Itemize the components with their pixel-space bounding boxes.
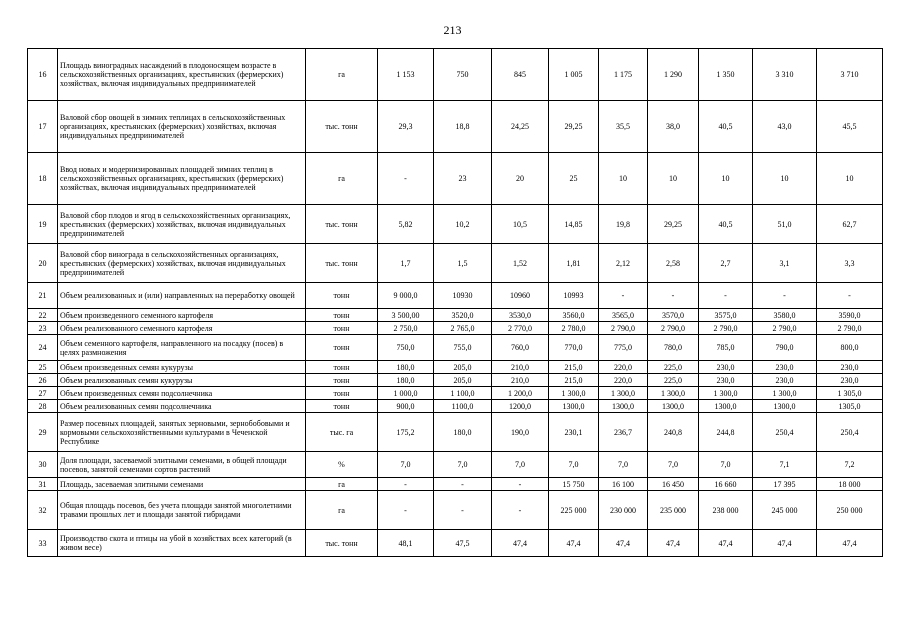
indicator-name: Валовой сбор винограда в сельскохозяйственных организациях, крестьянских (фермерских) хозяйствах, включая индивидуальных предпринимателей <box>58 244 306 283</box>
value-cell: - <box>648 283 699 309</box>
value-cell: 2 790,0 <box>699 322 753 335</box>
value-cell: 790,0 <box>753 335 817 361</box>
value-cell: 236,7 <box>599 413 648 452</box>
value-cell: 7,0 <box>549 452 599 478</box>
value-cell: 230,0 <box>817 361 883 374</box>
value-cell: 1,81 <box>549 244 599 283</box>
value-cell: 7,0 <box>434 452 492 478</box>
value-cell: 1 100,0 <box>434 387 492 400</box>
indicator-name: Общая площадь посевов, без учета площади занятой многолетними травами прошлых лет и площади занятой гибридами <box>58 491 306 530</box>
value-cell: 2 790,0 <box>753 322 817 335</box>
value-cell: 16 450 <box>648 478 699 491</box>
value-cell: 1 300,0 <box>753 387 817 400</box>
value-cell: 230,0 <box>699 361 753 374</box>
value-cell: 780,0 <box>648 335 699 361</box>
table-row <box>28 101 883 153</box>
value-cell: 43,0 <box>753 101 817 153</box>
value-cell: - <box>753 283 817 309</box>
value-cell: 47,4 <box>648 530 699 557</box>
value-cell: 230,1 <box>549 413 599 452</box>
value-cell: 1,7 <box>378 244 434 283</box>
value-cell: 215,0 <box>549 374 599 387</box>
value-cell: 2 790,0 <box>599 322 648 335</box>
row-number: 24 <box>28 335 58 361</box>
row-number: 33 <box>28 530 58 557</box>
unit-cell: тонн <box>306 387 378 400</box>
value-cell: 230,0 <box>753 361 817 374</box>
value-cell: 62,7 <box>817 205 883 244</box>
value-cell: 1300,0 <box>753 400 817 413</box>
value-cell: - <box>434 478 492 491</box>
value-cell: 900,0 <box>378 400 434 413</box>
value-cell: 180,0 <box>378 374 434 387</box>
value-cell: 230,0 <box>817 374 883 387</box>
unit-cell: тонн <box>306 309 378 322</box>
value-cell: 205,0 <box>434 374 492 387</box>
value-cell: 3580,0 <box>753 309 817 322</box>
row-number: 22 <box>28 309 58 322</box>
value-cell: 10,5 <box>492 205 549 244</box>
row-number: 20 <box>28 244 58 283</box>
value-cell: - <box>492 491 549 530</box>
indicator-name: Объем произведенных семян кукурузы <box>58 361 306 374</box>
value-cell: 2 790,0 <box>648 322 699 335</box>
value-cell: 3 710 <box>817 49 883 101</box>
row-number: 32 <box>28 491 58 530</box>
value-cell: 1100,0 <box>434 400 492 413</box>
row-number: 29 <box>28 413 58 452</box>
row-number: 26 <box>28 374 58 387</box>
value-cell: 800,0 <box>817 335 883 361</box>
value-cell: 1 153 <box>378 49 434 101</box>
value-cell: 29,3 <box>378 101 434 153</box>
value-cell: 760,0 <box>492 335 549 361</box>
value-cell: 210,0 <box>492 374 549 387</box>
unit-cell: тыс. тонн <box>306 205 378 244</box>
value-cell: 35,5 <box>599 101 648 153</box>
value-cell: 23 <box>434 153 492 205</box>
value-cell: 1300,0 <box>648 400 699 413</box>
unit-cell: га <box>306 491 378 530</box>
indicator-name: Ввод новых и модернизированных площадей зимних теплиц в сельскохозяйственных организациях, крестьянских (фермерских) хозяйствах, включая индивидуальных предпринимателей <box>58 153 306 205</box>
value-cell: 1 290 <box>648 49 699 101</box>
value-cell: 10960 <box>492 283 549 309</box>
value-cell: 14,85 <box>549 205 599 244</box>
value-cell: 3560,0 <box>549 309 599 322</box>
value-cell: 2 750,0 <box>378 322 434 335</box>
value-cell: 18,8 <box>434 101 492 153</box>
value-cell: 1,52 <box>492 244 549 283</box>
value-cell: 3,1 <box>753 244 817 283</box>
value-cell: - <box>492 478 549 491</box>
value-cell: 1 300,0 <box>599 387 648 400</box>
value-cell: 3,3 <box>817 244 883 283</box>
value-cell: 16 100 <box>599 478 648 491</box>
value-cell: 3590,0 <box>817 309 883 322</box>
value-cell: 17 395 <box>753 478 817 491</box>
value-cell: 9 000,0 <box>378 283 434 309</box>
value-cell: 48,1 <box>378 530 434 557</box>
unit-cell: тыс. тонн <box>306 244 378 283</box>
value-cell: 2 765,0 <box>434 322 492 335</box>
value-cell: - <box>378 478 434 491</box>
value-cell: 47,5 <box>434 530 492 557</box>
indicator-name: Объем реализованных и (или) направленных на переработку овощей <box>58 283 306 309</box>
indicator-name: Объем реализованных семян кукурузы <box>58 374 306 387</box>
value-cell: 3565,0 <box>599 309 648 322</box>
indicator-name: Производство скота и птицы на убой в хозяйствах всех категорий (в живом весе) <box>58 530 306 557</box>
row-number: 17 <box>28 101 58 153</box>
value-cell: 7,1 <box>753 452 817 478</box>
value-cell: 10 <box>699 153 753 205</box>
value-cell: 7,0 <box>492 452 549 478</box>
value-cell: 3570,0 <box>648 309 699 322</box>
value-cell: 1300,0 <box>699 400 753 413</box>
row-number: 21 <box>28 283 58 309</box>
unit-cell: тонн <box>306 322 378 335</box>
row-number: 27 <box>28 387 58 400</box>
value-cell: - <box>378 153 434 205</box>
table-row <box>28 387 883 400</box>
value-cell: 5,82 <box>378 205 434 244</box>
row-number: 30 <box>28 452 58 478</box>
table-row <box>28 335 883 361</box>
value-cell: 7,0 <box>699 452 753 478</box>
value-cell: 47,4 <box>699 530 753 557</box>
value-cell: 230,0 <box>753 374 817 387</box>
table-row <box>28 452 883 478</box>
value-cell: 10993 <box>549 283 599 309</box>
table-row <box>28 478 883 491</box>
value-cell: 1300,0 <box>549 400 599 413</box>
value-cell: 47,4 <box>492 530 549 557</box>
row-number: 19 <box>28 205 58 244</box>
value-cell: 7,0 <box>599 452 648 478</box>
value-cell: 10 <box>817 153 883 205</box>
row-number: 16 <box>28 49 58 101</box>
value-cell: 245 000 <box>753 491 817 530</box>
value-cell: 1 305,0 <box>817 387 883 400</box>
value-cell: 1305,0 <box>817 400 883 413</box>
value-cell: 775,0 <box>599 335 648 361</box>
value-cell: 38,0 <box>648 101 699 153</box>
value-cell: 3575,0 <box>699 309 753 322</box>
indicators-table <box>27 48 883 557</box>
value-cell: 10 <box>753 153 817 205</box>
indicator-name: Объем реализованного семенного картофеля <box>58 322 306 335</box>
value-cell: 1,5 <box>434 244 492 283</box>
unit-cell: тонн <box>306 374 378 387</box>
value-cell: 2,7 <box>699 244 753 283</box>
value-cell: 47,4 <box>753 530 817 557</box>
table-row <box>28 374 883 387</box>
value-cell: 1 200,0 <box>492 387 549 400</box>
value-cell: 205,0 <box>434 361 492 374</box>
value-cell: - <box>378 491 434 530</box>
indicator-name: Доля площади, засеваемой элитными семенами, в общей площади посевов, занятой семенами сортов растений <box>58 452 306 478</box>
indicator-name: Объем произведенного семенного картофеля <box>58 309 306 322</box>
unit-cell: тонн <box>306 335 378 361</box>
table-row <box>28 309 883 322</box>
value-cell: 2 790,0 <box>817 322 883 335</box>
value-cell: 29,25 <box>549 101 599 153</box>
row-number: 28 <box>28 400 58 413</box>
value-cell: 10 <box>648 153 699 205</box>
value-cell: - <box>434 491 492 530</box>
table-row <box>28 244 883 283</box>
value-cell: 180,0 <box>434 413 492 452</box>
value-cell: 750,0 <box>378 335 434 361</box>
value-cell: 15 750 <box>549 478 599 491</box>
unit-cell: га <box>306 153 378 205</box>
value-cell: 40,5 <box>699 101 753 153</box>
value-cell: 225,0 <box>648 361 699 374</box>
value-cell: 845 <box>492 49 549 101</box>
value-cell: 2,58 <box>648 244 699 283</box>
value-cell: 7,2 <box>817 452 883 478</box>
table-body <box>28 49 883 557</box>
unit-cell: тонн <box>306 400 378 413</box>
value-cell: 29,25 <box>648 205 699 244</box>
unit-cell: тыс. тонн <box>306 101 378 153</box>
value-cell: 7,0 <box>648 452 699 478</box>
value-cell: 1300,0 <box>599 400 648 413</box>
indicator-name: Площадь, засеваемая элитными семенами <box>58 478 306 491</box>
value-cell: 3 310 <box>753 49 817 101</box>
value-cell: 10930 <box>434 283 492 309</box>
unit-cell: тонн <box>306 361 378 374</box>
value-cell: 47,4 <box>817 530 883 557</box>
value-cell: 3 500,00 <box>378 309 434 322</box>
value-cell: 40,5 <box>699 205 753 244</box>
table-row <box>28 205 883 244</box>
value-cell: 235 000 <box>648 491 699 530</box>
value-cell: 238 000 <box>699 491 753 530</box>
value-cell: 215,0 <box>549 361 599 374</box>
value-cell: 7,0 <box>378 452 434 478</box>
unit-cell: тыс. тонн <box>306 530 378 557</box>
value-cell: 18 000 <box>817 478 883 491</box>
table-row <box>28 400 883 413</box>
value-cell: 3520,0 <box>434 309 492 322</box>
row-number: 31 <box>28 478 58 491</box>
value-cell: 10,2 <box>434 205 492 244</box>
indicator-name: Валовой сбор овощей в зимних теплицах в сельскохозяйственных организациях, крестьянских (фермерских) хозяйствах, включая индивидуальных предпринимателей <box>58 101 306 153</box>
value-cell: 24,25 <box>492 101 549 153</box>
value-cell: 47,4 <box>549 530 599 557</box>
row-number: 25 <box>28 361 58 374</box>
value-cell: 244,8 <box>699 413 753 452</box>
unit-cell: тонн <box>306 283 378 309</box>
value-cell: 2 780,0 <box>549 322 599 335</box>
value-cell: - <box>599 283 648 309</box>
indicator-name: Объем семенного картофеля, направленного на посадку (посев) в целях размножения <box>58 335 306 361</box>
value-cell: 180,0 <box>378 361 434 374</box>
table-row <box>28 283 883 309</box>
value-cell: 220,0 <box>599 361 648 374</box>
value-cell: 1 350 <box>699 49 753 101</box>
table-row <box>28 153 883 205</box>
value-cell: 250,4 <box>753 413 817 452</box>
value-cell: 230 000 <box>599 491 648 530</box>
value-cell: 220,0 <box>599 374 648 387</box>
value-cell: 770,0 <box>549 335 599 361</box>
table-row <box>28 49 883 101</box>
value-cell: 1 300,0 <box>648 387 699 400</box>
table-row <box>28 361 883 374</box>
table-row <box>28 322 883 335</box>
indicator-name: Объем реализованных семян подсолнечника <box>58 400 306 413</box>
value-cell: 225 000 <box>549 491 599 530</box>
value-cell: 755,0 <box>434 335 492 361</box>
value-cell: 225,0 <box>648 374 699 387</box>
value-cell: 10 <box>599 153 648 205</box>
value-cell: 1 000,0 <box>378 387 434 400</box>
value-cell: 1 175 <box>599 49 648 101</box>
value-cell: 16 660 <box>699 478 753 491</box>
row-number: 18 <box>28 153 58 205</box>
value-cell: 1 300,0 <box>699 387 753 400</box>
value-cell: 785,0 <box>699 335 753 361</box>
value-cell: 240,8 <box>648 413 699 452</box>
value-cell: 1 300,0 <box>549 387 599 400</box>
value-cell: - <box>817 283 883 309</box>
indicator-name: Площадь виноградных насаждений в плодоносящем возрасте в сельскохозяйственных организациях, крестьянских (фермерских) хозяйствах, включая индивидуальных предпринимателей <box>58 49 306 101</box>
value-cell: 2,12 <box>599 244 648 283</box>
value-cell: 250,4 <box>817 413 883 452</box>
unit-cell: га <box>306 478 378 491</box>
value-cell: 3530,0 <box>492 309 549 322</box>
unit-cell: га <box>306 49 378 101</box>
value-cell: 25 <box>549 153 599 205</box>
value-cell: 1200,0 <box>492 400 549 413</box>
value-cell: 2 770,0 <box>492 322 549 335</box>
value-cell: - <box>699 283 753 309</box>
value-cell: 190,0 <box>492 413 549 452</box>
value-cell: 51,0 <box>753 205 817 244</box>
value-cell: 210,0 <box>492 361 549 374</box>
value-cell: 20 <box>492 153 549 205</box>
value-cell: 750 <box>434 49 492 101</box>
value-cell: 230,0 <box>699 374 753 387</box>
value-cell: 45,5 <box>817 101 883 153</box>
value-cell: 175,2 <box>378 413 434 452</box>
value-cell: 19,8 <box>599 205 648 244</box>
table-row <box>28 413 883 452</box>
row-number: 23 <box>28 322 58 335</box>
value-cell: 1 005 <box>549 49 599 101</box>
value-cell: 250 000 <box>817 491 883 530</box>
value-cell: 47,4 <box>599 530 648 557</box>
indicator-name: Размер посевных площадей, занятых зерновыми, зернобобовыми и кормовыми сельскохозяйственными культурами в Чеченской Республике <box>58 413 306 452</box>
unit-cell: % <box>306 452 378 478</box>
unit-cell: тыс. га <box>306 413 378 452</box>
table-row <box>28 491 883 530</box>
indicator-name: Объем произведенных семян подсолнечника <box>58 387 306 400</box>
table-row <box>28 530 883 557</box>
page-number: 213 <box>443 23 462 37</box>
indicator-name: Валовой сбор плодов и ягод в сельскохозяйственных организациях, крестьянских (фермерских) хозяйствах, включая индивидуальных предпринимателей <box>58 205 306 244</box>
